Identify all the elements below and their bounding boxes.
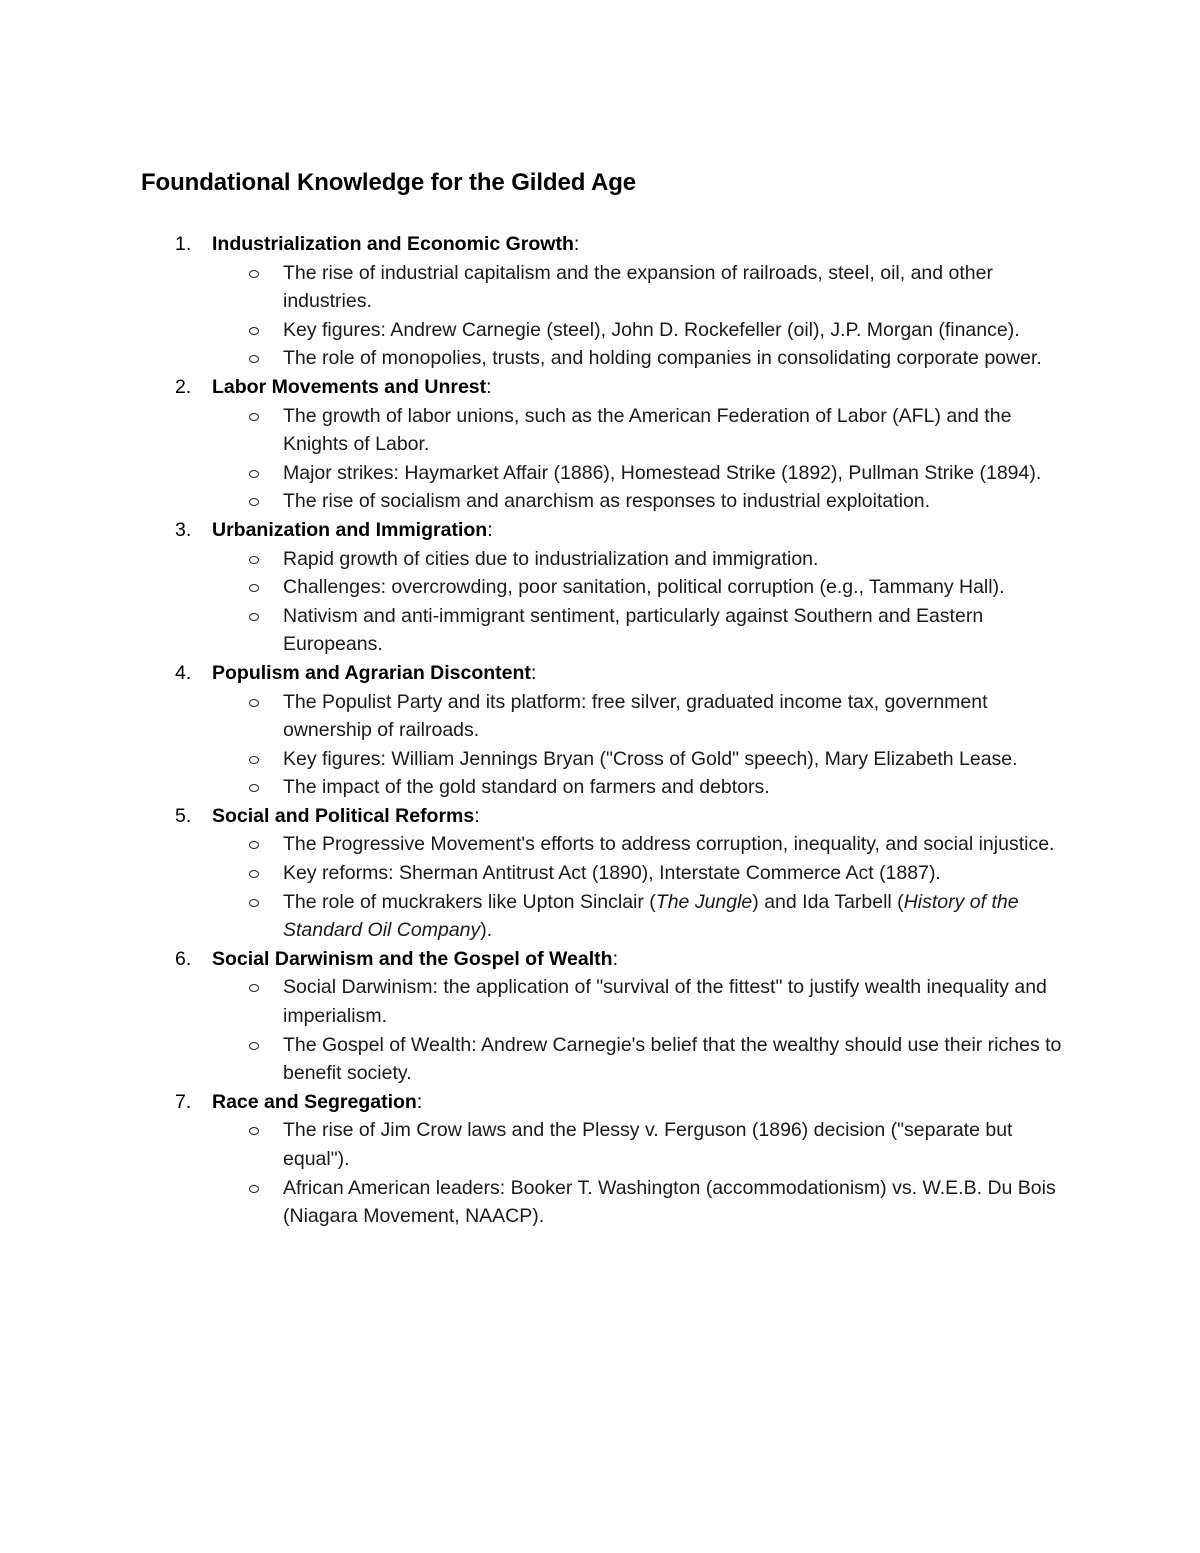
bullet-item (0, 688, 1200, 745)
bullet-item (0, 745, 1200, 774)
bullet-item (0, 888, 1200, 945)
hollow-circle-bullet-icon (249, 584, 259, 592)
bullet-text-part: Social Darwinism: the application of "survival of the fittest" to justify wealth inequality and imperialism. (283, 976, 1047, 1028)
bullet-item (0, 259, 1200, 316)
bullet-text-part: Major strikes: Haymarket Affair (1886), Homestead Strike (1892), Pullman Strike (1894). (283, 461, 1042, 484)
bullet-list (0, 259, 1200, 373)
section-heading-row (0, 373, 1200, 402)
bullet-text (283, 576, 1005, 598)
section-heading-text: Populism and Agrarian Discontent (212, 661, 531, 684)
section-item (0, 516, 1200, 659)
bullet-text (283, 262, 993, 313)
italic-title: The Jungle (655, 890, 753, 913)
section-heading-row (0, 516, 1200, 545)
bullet-text-part: Key figures: Andrew Carnegie (steel), John D. Rockefeller (oil), J.P. Morgan (finance). (283, 318, 1020, 341)
section-heading-text: Urbanization and Immigration (212, 518, 488, 541)
section-item (0, 802, 1200, 945)
section-heading-row (0, 659, 1200, 688)
section-number: 1. (175, 233, 192, 255)
bullet-text (283, 347, 1042, 369)
section-heading: Social Darwinism and the Gospel of Wealth: (212, 947, 618, 970)
section-heading-text: Race and Segregation (212, 1090, 417, 1113)
section-item (0, 230, 1200, 373)
bullet-text-part: The Populist Party and its platform: free silver, graduated income tax, government ownership of railroads. (283, 690, 988, 742)
bullet-item (0, 859, 1200, 888)
bullet-text-part: The Progressive Movement's efforts to address corruption, inequality, and social injustice. (283, 833, 1055, 856)
hollow-circle-bullet-icon (249, 870, 259, 878)
hollow-circle-bullet-icon (249, 1127, 259, 1135)
hollow-circle-bullet-icon (249, 756, 259, 764)
bullet-list (0, 402, 1200, 516)
bullet-item (0, 487, 1200, 516)
bullet-item (0, 1116, 1200, 1173)
bullet-list (0, 973, 1200, 1087)
bullet-text-part: Nativism and anti-immigrant sentiment, particularly against Southern and Eastern Europeans. (283, 604, 984, 656)
section-heading: Labor Movements and Unrest: (212, 375, 492, 398)
bullet-list (0, 545, 1200, 659)
section-heading: Social and Political Reforms: (212, 804, 480, 827)
section-number: 2. (175, 375, 192, 398)
bullet-text-part: The rise of industrial capitalism and the expansion of railroads, steel, oil, and other industries. (283, 261, 993, 313)
section-number: 6. (175, 947, 192, 970)
section-heading-row (0, 802, 1200, 831)
hollow-circle-bullet-icon (249, 556, 259, 564)
bullet-text (283, 1034, 1061, 1085)
bullet-text-part: ) and Ida Tarbell ( (752, 890, 904, 913)
section-heading-text: Industrialization and Economic Growth (212, 233, 574, 255)
bullet-item (0, 573, 1200, 602)
bullet-text-part: Rapid growth of cities due to industrialization and immigration. (283, 547, 819, 570)
bullet-item (0, 973, 1200, 1030)
hollow-circle-bullet-icon (249, 413, 259, 421)
bullet-item (0, 344, 1200, 373)
bullet-text (283, 862, 941, 884)
bullet-list (0, 830, 1200, 944)
hollow-circle-bullet-icon (249, 1042, 259, 1050)
section-heading-text: Social and Political Reforms (212, 804, 475, 827)
bullet-list (0, 688, 1200, 802)
bullet-text-part: The role of monopolies, trusts, and holding companies in consolidating corporate power. (283, 347, 1042, 370)
section-heading: Populism and Agrarian Discontent: (212, 661, 537, 684)
hollow-circle-bullet-icon (249, 270, 259, 278)
bullet-text (283, 976, 1047, 1027)
bullet-text-part: The growth of labor unions, such as the American Federation of Labor (AFL) and the Knights of Labor. (283, 404, 1012, 456)
bullet-text-part: Key reforms: Sherman Antitrust Act (1890), Interstate Commerce Act (1887). (283, 862, 941, 885)
section-number: 4. (175, 661, 192, 684)
hollow-circle-bullet-icon (249, 899, 259, 907)
bullet-text (283, 319, 1020, 341)
bullet-text (283, 1119, 1012, 1170)
section-list (0, 230, 1200, 1231)
bullet-text (283, 405, 1011, 456)
bullet-text (283, 605, 983, 656)
bullet-item (0, 602, 1200, 659)
bullet-text (283, 833, 1054, 855)
section-heading-text: Labor Movements and Unrest (212, 375, 487, 398)
bullet-text-part: The impact of the gold standard on farmers and debtors. (283, 776, 770, 799)
bullet-item (0, 459, 1200, 488)
bullet-item (0, 830, 1200, 859)
section-item (0, 373, 1200, 516)
hollow-circle-bullet-icon (249, 355, 259, 363)
bullet-text-part: The rise of Jim Crow laws and the Plessy v. Ferguson (1896) decision ("separate but equal"). (283, 1119, 1013, 1170)
hollow-circle-bullet-icon (249, 498, 259, 506)
hollow-circle-bullet-icon (249, 784, 259, 792)
hollow-circle-bullet-icon (249, 613, 259, 621)
hollow-circle-bullet-icon (249, 841, 259, 849)
bullet-text-part: The role of muckrakers like Upton Sinclair ( (283, 890, 656, 913)
section-heading: Urbanization and Immigration: (212, 518, 493, 541)
bullet-text (283, 691, 988, 742)
hollow-circle-bullet-icon (249, 984, 259, 992)
section-heading-row (0, 945, 1200, 974)
bullet-item (0, 1031, 1200, 1088)
bullet-text (283, 490, 930, 512)
bullet-text (283, 1177, 1056, 1228)
bullet-text-part: The Gospel of Wealth: Andrew Carnegie's belief that the wealthy should use their riches to benefit society. (283, 1033, 1062, 1085)
section-heading: Race and Segregation: (212, 1090, 423, 1113)
bullet-text-part: ). (480, 919, 493, 942)
bullet-item (0, 402, 1200, 459)
bullet-item (0, 545, 1200, 574)
bullet-text-part: African American leaders: Booker T. Washington (accommodationism) vs. W.E.B. Du Bois (Niagara Movement, NAACP). (283, 1176, 1056, 1228)
bullet-text (283, 748, 1018, 770)
section-number: 3. (175, 518, 192, 541)
hollow-circle-bullet-icon (249, 699, 259, 707)
bullet-text (283, 776, 770, 798)
section-heading-row (0, 1088, 1200, 1117)
bullet-item (0, 316, 1200, 345)
section-item (0, 659, 1200, 802)
bullet-text-part: The rise of socialism and anarchism as responses to industrial exploitation. (283, 490, 931, 513)
section-item (0, 1088, 1200, 1231)
bullet-text-part: Challenges: overcrowding, poor sanitation, political corruption (e.g., Tammany Hall). (283, 576, 1005, 599)
section-item (0, 945, 1200, 1088)
section-number: 5. (175, 804, 192, 827)
section-heading-row (0, 230, 1200, 259)
bullet-list (0, 1116, 1200, 1230)
hollow-circle-bullet-icon (249, 470, 259, 478)
bullet-text (283, 548, 818, 570)
document-title: Foundational Knowledge for the Gilded Age (141, 169, 637, 196)
bullet-item (0, 1174, 1200, 1231)
bullet-text (283, 462, 1041, 484)
bullet-item (0, 773, 1200, 802)
section-number: 7. (175, 1090, 192, 1113)
section-heading: Industrialization and Economic Growth: (212, 233, 580, 255)
hollow-circle-bullet-icon (249, 327, 259, 335)
bullet-text (283, 891, 1019, 942)
bullet-text-part: Key figures: William Jennings Bryan ("Cross of Gold" speech), Mary Elizabeth Lease. (283, 747, 1018, 770)
italic-title: History of the Standard Oil Company (283, 890, 1019, 942)
hollow-circle-bullet-icon (249, 1185, 259, 1193)
section-heading-text: Social Darwinism and the Gospel of Wealth (212, 947, 613, 970)
